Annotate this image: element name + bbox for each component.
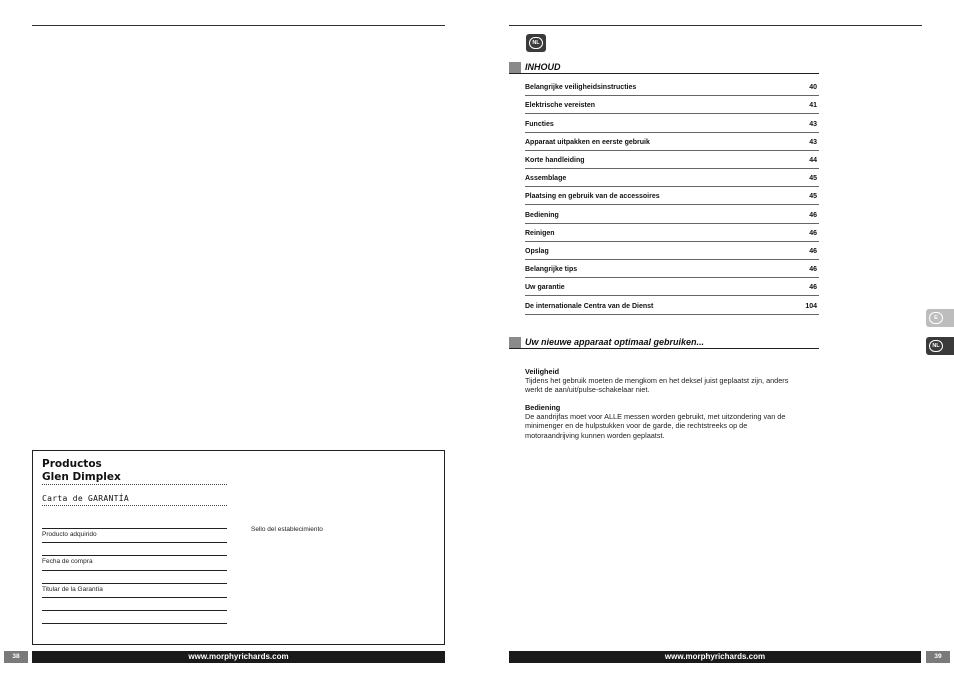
- toc-row-label: Belangrijke tips: [525, 266, 578, 274]
- toc-row[interactable]: [525, 224, 819, 242]
- toc-row[interactable]: [525, 151, 819, 169]
- toc-row-label: De internationale Centra van de Dienst: [525, 302, 654, 310]
- toc-heading: [509, 62, 819, 74]
- toc-row-label: Uw garantie: [525, 284, 565, 292]
- toc-row-label: Elektrische vereisten: [525, 102, 596, 110]
- toc-row-label: Functies: [525, 120, 554, 128]
- tab-nl[interactable]: [926, 337, 954, 355]
- toc-row-page: 44: [809, 156, 817, 164]
- left-page-number: 38: [4, 651, 28, 663]
- toc-row[interactable]: [525, 133, 819, 151]
- tab-e[interactable]: [926, 309, 954, 327]
- warranty-card-title: Carta de GARANTÍA: [42, 494, 129, 503]
- signature-line-1: [42, 610, 227, 611]
- toc-row-label: Plaatsing en gebruik van de accessoires: [525, 193, 660, 201]
- signature-line-2: [42, 623, 227, 624]
- toc-row-label: Assemblage: [525, 175, 567, 183]
- brand-dotted-divider: [42, 484, 227, 485]
- toc-row-label: Opslag: [525, 247, 549, 255]
- bediening-line-3: motoraandrijving kunnen worden geplaatst.: [525, 430, 665, 440]
- toc-row[interactable]: [525, 242, 819, 260]
- sello-label: Sello del establecimiento: [251, 526, 323, 533]
- left-top-rule: [32, 25, 445, 26]
- toc-row[interactable]: [525, 78, 819, 96]
- nl-badge-label: NL: [529, 37, 543, 49]
- warranty-card: [32, 450, 445, 645]
- left-footer-url[interactable]: www.morphyrichards.com: [32, 651, 445, 663]
- brand-line-1: Productos: [42, 458, 102, 470]
- toc-row-page: 46: [809, 266, 817, 274]
- fecha-label: Fecha de compra: [42, 558, 93, 565]
- tab-nl-label: NL: [929, 340, 943, 352]
- toc-heading-square-icon: [509, 62, 521, 73]
- toc-row-page: 43: [809, 120, 817, 128]
- toc-row-label: Apparaat uitpakken en eerste gebruik: [525, 138, 650, 146]
- veiligheid-line-1: Tijdens het gebruik moeten de mengkom en het deksel juist geplaatst zijn, anders: [525, 376, 789, 386]
- right-page-number: 39: [926, 651, 950, 663]
- toc-row[interactable]: [525, 96, 819, 114]
- right-footer-url[interactable]: www.morphyrichards.com: [509, 651, 921, 663]
- brand-line-2: Glen Dimplex: [42, 471, 121, 483]
- veiligheid-block: [525, 367, 821, 395]
- toc-row[interactable]: [525, 260, 819, 278]
- section2-heading-square-icon: [509, 337, 521, 348]
- toc-row-page: 45: [809, 193, 817, 201]
- toc-row[interactable]: [525, 187, 819, 205]
- toc-row[interactable]: [525, 114, 819, 132]
- producto-field-line: [42, 528, 227, 529]
- bediening-block: [525, 403, 821, 440]
- nl-language-badge: [526, 34, 546, 52]
- toc-row-label: Reinigen: [525, 229, 555, 237]
- toc-row[interactable]: [525, 278, 819, 296]
- titular-label: Titular de la Garantía: [42, 586, 103, 593]
- toc-row-page: 41: [809, 102, 817, 110]
- toc-row-page: 45: [809, 175, 817, 183]
- toc-row[interactable]: [525, 296, 819, 314]
- toc-row[interactable]: [525, 169, 819, 187]
- toc-row-label: Bediening: [525, 211, 559, 219]
- section2-title: Uw nieuwe apparaat optimaal gebruiken...: [525, 337, 705, 347]
- carta-dotted-divider: [42, 505, 227, 506]
- tab-e-label: E: [929, 312, 943, 324]
- section2-heading: [509, 337, 819, 349]
- producto-label: Producto adquirido: [42, 531, 97, 538]
- titular-field-line: [42, 583, 227, 584]
- toc-row-page: 46: [809, 284, 817, 292]
- right-top-rule: [509, 25, 922, 26]
- titular-field-line-2: [42, 597, 227, 598]
- producto-field-line-2: [42, 542, 227, 543]
- veiligheid-title: Veiligheid: [525, 367, 560, 376]
- warranty-brand: [42, 458, 121, 484]
- toc-row-page: 40: [809, 84, 817, 92]
- toc-row-page: 104: [805, 302, 817, 310]
- fecha-field-line: [42, 555, 227, 556]
- bediening-title: Bediening: [525, 403, 561, 412]
- toc-row-page: 43: [809, 138, 817, 146]
- toc-row[interactable]: [525, 205, 819, 223]
- veiligheid-line-2: werkt de aan/uit/pulse-schakelaar niet.: [525, 385, 650, 395]
- toc-row-page: 46: [809, 211, 817, 219]
- toc-row-page: 46: [809, 229, 817, 237]
- bediening-line-1: De aandrijfas moet voor ALLE messen worden gebruikt, met uitzondering van de: [525, 412, 786, 422]
- toc-row-label: Belangrijke veiligheidsinstructies: [525, 84, 637, 92]
- fecha-field-line-2: [42, 570, 227, 571]
- toc-row-label: Korte handleiding: [525, 156, 585, 164]
- toc-title: INHOUD: [525, 62, 561, 72]
- bediening-line-2: minimenger en de hulpstukken voor de garde, die rechtstreeks op de: [525, 421, 748, 431]
- toc-row-page: 46: [809, 247, 817, 255]
